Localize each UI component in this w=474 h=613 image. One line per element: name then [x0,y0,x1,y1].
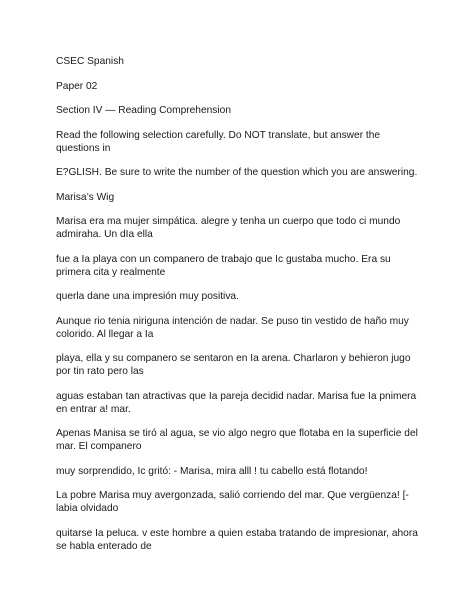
document-body [56,55,426,564]
story-paragraph: quitarse Ia peluca. v este hombre a quien estaba tratando de impresionar, ahora se habla enterado de [56,527,418,552]
story-paragraph: Apenas Manisa se tiró al agua, se vio algo negro que flotaba en Ia superficie del mar. El companero [56,428,418,452]
story-paragraph: aguas estaban tan atractivas que Ia pareja decidid nadar. Marisa fue Ia pnimera en entrar a! mar. [56,390,417,415]
story-paragraph: playa, ella y su companero se sentaron en Ia arena. Charlaron y behieron jugo por tin rato pero las [56,353,411,377]
section-heading: Section IV — Reading Comprehension [56,105,231,116]
story-paragraph: fue a Ia playa con un companero de trabajo que Ic gustaba mucho. Era su primera cita y realmente [56,253,391,278]
story-paragraph: querla dane una impresión muy positiva. [56,291,239,302]
instructions-line-2: E?GLISH. Be sure to write the number of the question which you are answering. [56,167,418,178]
story-paragraph: Marisa era ma mujer simpática. alegre y tenha un cuerpo que todo ci mundo admiraha. Un dIa ella [56,216,401,240]
subject-line: CSEC Spanish [56,56,124,67]
story-paragraph: muy sorprendido, Ic gritó: - Marisa, mira alll ! tu cabello está flotando! [56,465,368,477]
story-title: Marisa’s Wig [56,191,115,203]
paper-line: Paper 02 [56,80,98,92]
story-paragraph: Aunque rio tenia niriguna intención de nadar. Se puso tin vestido de haño muy colorido. Al llegar a Ia [56,315,409,340]
story-paragraph: La pobre Marisa muy avergonzada, salió corriendo del mar. Que vergüenza! [-labia olvidado [56,490,409,514]
instructions-line: Read the following selection carefully. Do NOT translate, but answer the questions in [56,129,381,154]
